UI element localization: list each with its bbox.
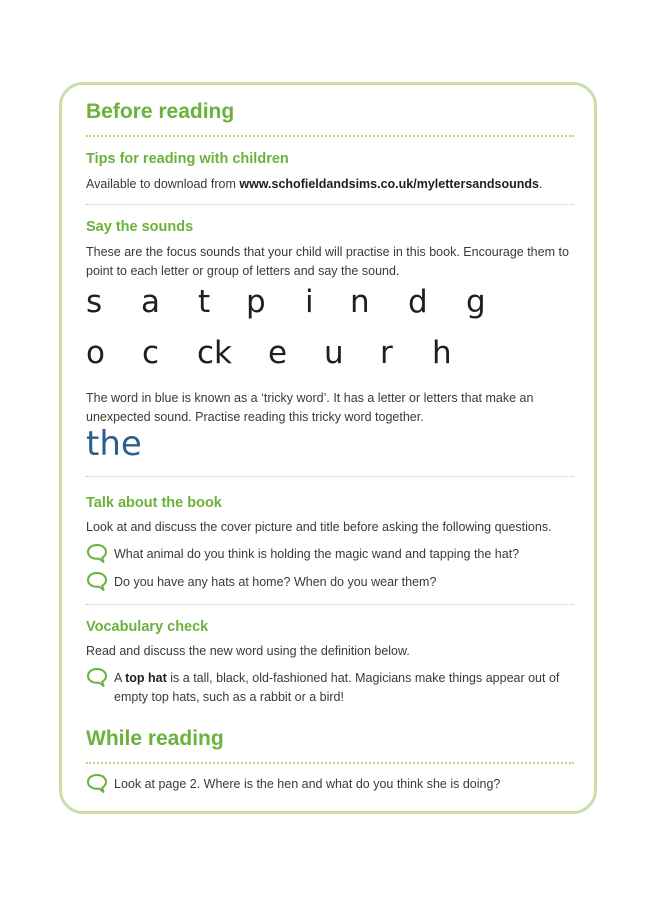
before-reading-heading: Before reading <box>86 100 235 123</box>
subsection-divider <box>86 204 574 205</box>
sound-u: u <box>324 335 344 371</box>
tricky-word: the <box>86 424 142 464</box>
vocab-word: top hat <box>125 671 167 685</box>
sound-h: h <box>432 335 452 371</box>
sound-ck: ck <box>197 335 232 371</box>
while-reading-heading: While reading <box>86 727 224 750</box>
sounds-intro: These are the focus sounds that your child will practise in this book. Encourage them to point to each letter or group of letters and say the sound. <box>86 245 569 278</box>
subsection-divider <box>86 476 574 477</box>
sound-a: a <box>141 284 160 320</box>
vocab-intro: Read and discuss the new word using the definition below. <box>86 644 410 658</box>
speech-bubble-icon <box>86 543 110 565</box>
tips-heading: Tips for reading with children <box>86 151 289 167</box>
tricky-note: The word in blue is known as a ‘tricky word’. It has a letter or letters that make an unexpected sound. Practise reading this tricky word together. <box>86 391 534 424</box>
question-text: Do you have any hats at home? When do you wear them? <box>114 575 437 589</box>
subsection-divider <box>86 604 574 605</box>
download-link[interactable]: www.schofieldandsims.co.uk/mylettersandsounds <box>239 177 539 191</box>
sounds-heading: Say the sounds <box>86 219 194 235</box>
question-text: Look at page 2. Where is the hen and what do you think she is doing? <box>114 777 501 791</box>
speech-bubble-icon <box>86 571 110 593</box>
sound-d: d <box>408 284 428 320</box>
vocab-definition-text: is a tall, black, old-fashioned hat. Magicians make things appear out of empty top hats, such as a rabbit or a bird! <box>114 671 560 704</box>
vocab-definition <box>114 669 574 707</box>
speech-bubble-icon <box>86 667 110 689</box>
question-text: What animal do you think is holding the magic wand and tapping the hat? <box>114 547 520 561</box>
section-divider <box>86 762 574 764</box>
sound-t: t <box>198 284 211 320</box>
sound-s: s <box>86 284 103 320</box>
sound-o: o <box>86 335 105 371</box>
sound-g: g <box>466 284 486 320</box>
tips-text <box>86 175 576 194</box>
talk-intro: Look at and discuss the cover picture and title before asking the following questions. <box>86 520 552 534</box>
vocab-prefix: A <box>114 671 126 685</box>
sound-c: c <box>142 335 160 371</box>
sound-n: n <box>350 284 370 320</box>
sound-e: e <box>268 335 288 371</box>
vocab-heading: Vocabulary check <box>86 619 209 635</box>
sound-r: r <box>380 335 393 371</box>
section-divider <box>86 135 574 137</box>
tips-end: . <box>538 177 543 191</box>
speech-bubble-icon <box>86 773 110 795</box>
tips-prefix: Available to download from <box>86 177 240 191</box>
sound-i: i <box>305 284 314 320</box>
sound-p: p <box>246 284 266 320</box>
talk-heading: Talk about the book <box>86 495 222 511</box>
